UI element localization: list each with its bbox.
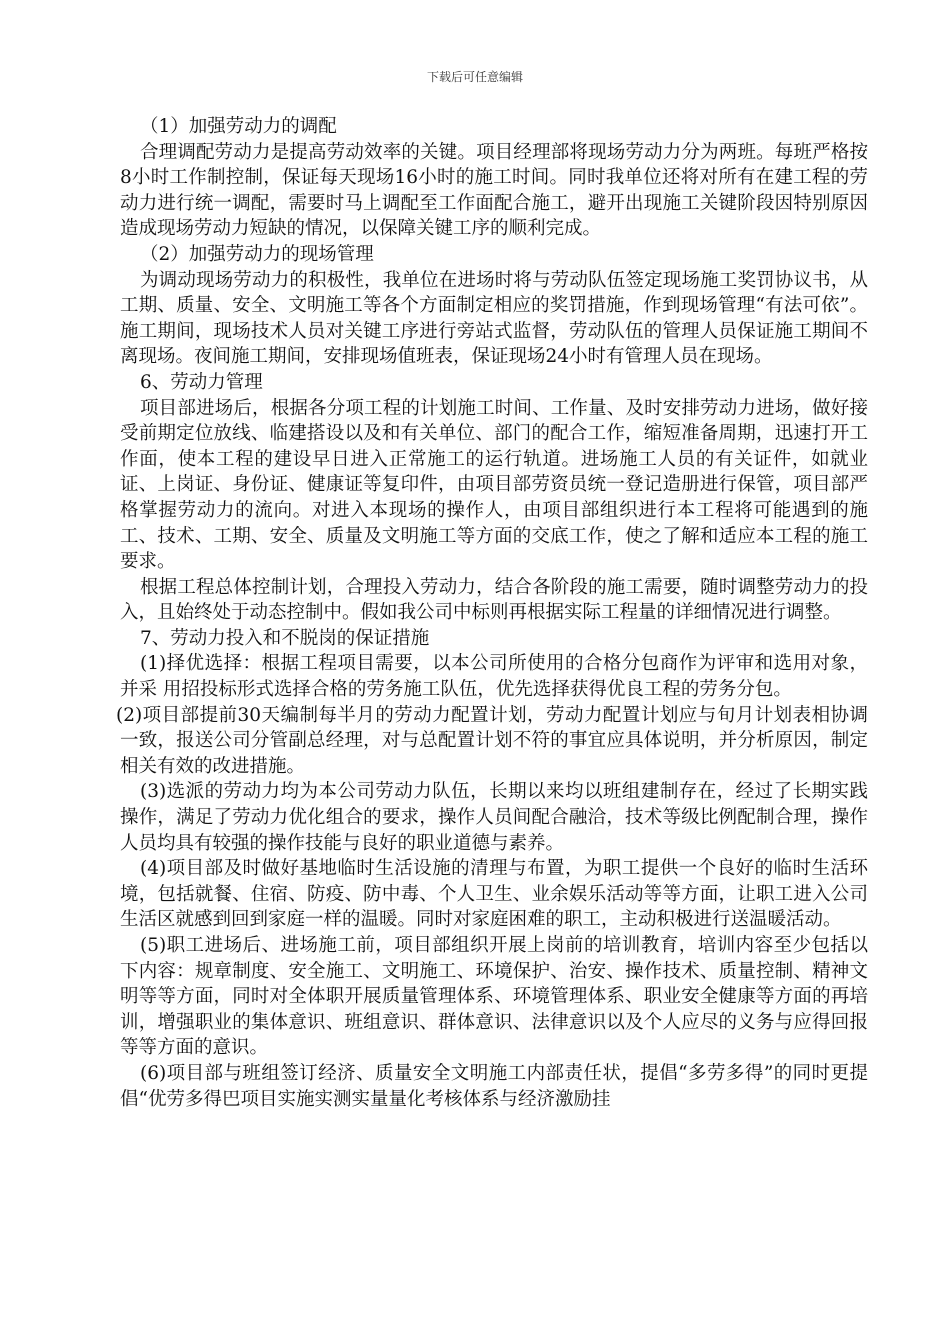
subheading-labor-allocation: （1）加强劳动力的调配 [140,116,337,137]
document-body [116,114,868,1112]
section-heading-7: 7、劳动力投入和不脱岗的保证措施 [140,627,430,649]
paragraph-onsite-management: 为调动现场劳动力的积极性，我单位在进场时将与劳动队伍签定现场施工奖罚协议书，从工期、质量、安全、文明施工等各个方面制定相应的奖罚措施，作到现场管理“有法可依”。施工期间，现场技术人员对关键工序进行旁站式监督，劳动队伍的管理人员保证施工期间不离现场。夜间施工期间，安排现场值班表，保证现场24小时有管理人员在现场。 [120,269,868,368]
measure-item-2: (2)项目部提前30天编制每半月的劳动力配置计划，劳动力配置计划应与旬月计划表相协调一致，报送公司分管副总经理，对与总配置计划不符的事宜应具体说明，并分析原因，制定相关有效的改进措施。 [116,704,868,777]
paragraph-labor-management: 项目部进场后，根据各分项工程的计划施工时间、工作量、及时安排劳动力进场，做好接受前期定位放线、临建搭设以及和有关单位、部门的配合工作，缩短准备周期，迅速打开工作面，使本工程的建设早日进入正常施工的运行轨道。进场施工人员的有关证件，如就业证、上岗证、身份证、健康证等复印件，由项目部劳资员统一登记造册进行保管，项目部严格掌握劳动力的流向。对进入本现场的操作人，由项目部组织进行本工程将可能遇到的施工、技术、工期、安全、质量及文明施工等方面的交底工作，使之了解和适应本工程的施工要求。 [120,397,868,573]
measure-item-4: (4)项目部及时做好基地临时生活设施的清理与布置，为职工提供一个良好的临时生活环境，包括就餐、住宿、防疫、防中毒、个人卫生、业余娱乐活动等等方面，让职工进入公司生活区就感到回到家庭一样的温暖。同时对家庭困难的职工，主动积极进行送温暖活动。 [120,858,868,931]
page-header-note: 下载后可任意编辑 [426,70,523,84]
measure-item-1: (1)择优选择：根据工程项目需要，以本公司所使用的合格分包商作为评审和选用对象，并采 用招投标形式选择合格的劳务施工队伍，优先选择获得优良工程的劳务分包。 [120,653,868,701]
paragraph-control-plan: 根据工程总体控制计划，合理投入劳动力，结合各阶段的施工需要，随时调整劳动力的投入，且始终处于动态控制中。假如我公司中标则再根据实际工程量的详细情况进行调整。 [120,576,868,624]
paragraph-labor-allocation: 合理调配劳动力是提高劳动效率的关键。项目经理部将现场劳动力分为两班。每班严格按8小时工作制控制，保证每天现场16小时的施工时间。同时我单位还将对所有在建工程的劳动力进行统一调配，需要时马上调配至工作面配合施工，避开出现施工关键阶段因特别原因造成现场劳动力短缺的情况，以保障关键工序的顺利完成。 [120,141,868,240]
subheading-onsite-management: （2）加强劳动力的现场管理 [140,243,374,265]
section-heading-6: 6、劳动力管理 [140,371,263,393]
measure-item-5: (5)职工进场后、进场施工前，项目部组织开展上岗前的培训教育，培训内容至少包括以下内容：规章制度、安全施工、文明施工、环境保护、治安、操作技术、质量控制、精神文明等等方面，同时对全体职开展质量管理体系、环境管理体系、职业安全健康等方面的再培训，增强职业的集体意识、班组意识、群体意识、法律意识以及个人应尽的义务与应得回报等等方面的意识。 [120,935,868,1059]
measure-item-6: (6)项目部与班组签订经济、质量安全文明施工内部责任状，提倡“多劳多得”的同时更提倡“优劳多得巴项目实施实测实量量化考核体系与经济激励挂 [120,1062,868,1110]
measure-item-3: (3)选派的劳动力均为本公司劳动力队伍，长期以来均以班组建制存在，经过了长期实践操作，满足了劳动力优化组合的要求，操作人员间配合融洽，技术等级比例配制合理，操作人员均具有较强的操作技能与良好的职业道德与素养。 [120,781,868,854]
